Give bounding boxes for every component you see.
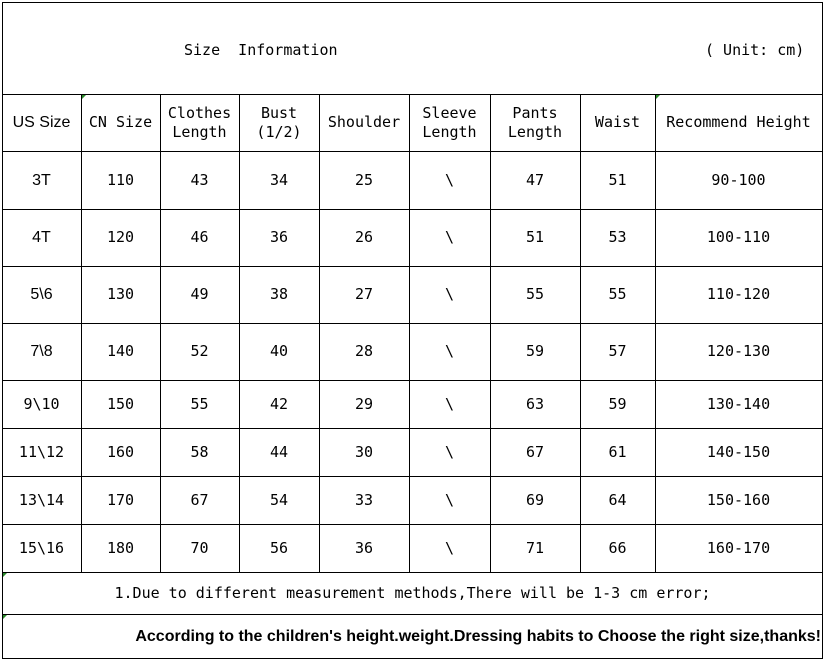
cell-recommend-height: 150-160 (706, 490, 771, 509)
cell-clothes-length: 52 (190, 342, 209, 360)
cell-clothes-length: 49 (190, 285, 209, 303)
cell-bust: 34 (269, 170, 289, 189)
header-cn-size: CN Size (88, 113, 153, 131)
cell-clothes-length: 55 (190, 394, 209, 413)
cell-cn-size: 120 (106, 228, 135, 246)
cell-waist: 55 (608, 285, 627, 303)
cell-clothes-length: 70 (190, 538, 209, 557)
corner-tick-mark (656, 95, 660, 99)
cell-bust: 40 (269, 342, 289, 360)
cell-recommend-height: 120-130 (706, 342, 771, 360)
size-information-title: Size Information (184, 41, 338, 59)
header-bust: Bust (1/2) (256, 103, 302, 141)
measurement-error-note: 1.Due to different measurement methods,There will be 1-3 cm error; (114, 584, 711, 602)
cell-cn-size: 140 (106, 342, 135, 360)
cell-clothes-length: 67 (190, 490, 209, 509)
cell-shoulder: 27 (354, 285, 374, 303)
cell-shoulder: 26 (354, 228, 374, 246)
cell-bust: 38 (269, 285, 289, 303)
cell-shoulder: 36 (354, 538, 374, 557)
cell-cn-size: 130 (106, 285, 135, 303)
cell-recommend-height: 130-140 (706, 394, 771, 413)
cell-sleeve-length: \ (444, 342, 455, 360)
table-column-divider (822, 94, 823, 572)
cell-shoulder: 29 (354, 394, 374, 413)
header-sleeve-length: Sleeve Length (422, 103, 477, 141)
cell-waist: 66 (608, 538, 627, 557)
cell-shoulder: 33 (354, 490, 374, 509)
cell-waist: 53 (608, 228, 627, 246)
cell-waist: 51 (608, 170, 627, 189)
header-recommend-height: Recommend Height (666, 113, 811, 131)
cell-us-size: 7\8 (30, 343, 53, 360)
cell-clothes-length: 46 (190, 228, 209, 246)
cell-us-size: 9\10 (23, 394, 60, 413)
cell-bust: 44 (269, 442, 289, 461)
cell-us-size: 3T (32, 171, 51, 189)
unit-label: ( Unit: cm) (705, 41, 805, 59)
cell-bust: 42 (269, 394, 289, 413)
header-clothes-length: Clothes Length (167, 103, 232, 141)
cell-cn-size: 110 (106, 170, 135, 189)
cell-sleeve-length: \ (444, 285, 455, 303)
frame-top-border (2, 2, 823, 3)
header-shoulder: Shoulder (327, 113, 401, 131)
cell-clothes-length: 43 (190, 170, 209, 189)
cell-recommend-height: 110-120 (706, 285, 771, 303)
cell-us-size: 11\12 (18, 442, 65, 461)
header-us-size: US Size (12, 114, 71, 131)
cell-waist: 64 (608, 490, 627, 509)
header-waist: Waist (594, 113, 641, 131)
cell-cn-size: 160 (106, 442, 135, 461)
cell-sleeve-length: \ (444, 228, 455, 246)
cell-waist: 61 (608, 442, 627, 461)
cell-pants-length: 63 (525, 394, 545, 413)
cell-pants-length: 59 (525, 342, 545, 360)
cell-waist: 57 (608, 342, 627, 360)
cell-sleeve-length: \ (444, 538, 455, 557)
cell-pants-length: 47 (525, 170, 545, 189)
size-advice-note: According to the children's height.weight.Dressing habits to Choose the right size,thanks! (135, 628, 821, 645)
cell-sleeve-length: \ (444, 490, 455, 509)
cell-cn-size: 170 (106, 490, 135, 509)
cell-recommend-height: 100-110 (706, 228, 771, 246)
cell-us-size: 13\14 (18, 490, 65, 509)
cell-shoulder: 28 (354, 342, 374, 360)
cell-pants-length: 71 (525, 538, 545, 557)
cell-sleeve-length: \ (444, 170, 455, 189)
cell-pants-length: 51 (525, 228, 545, 246)
cell-shoulder: 30 (354, 442, 374, 461)
cell-bust: 56 (269, 538, 289, 557)
cell-recommend-height: 140-150 (706, 442, 771, 461)
cell-pants-length: 55 (525, 285, 545, 303)
cell-shoulder: 25 (354, 170, 374, 189)
cell-clothes-length: 58 (190, 442, 209, 461)
cell-waist: 59 (608, 394, 627, 413)
cell-sleeve-length: \ (444, 394, 455, 413)
corner-tick-mark (82, 95, 86, 99)
cell-pants-length: 69 (525, 490, 545, 509)
cell-bust: 54 (269, 490, 289, 509)
cell-us-size: 15\16 (18, 538, 65, 557)
cell-cn-size: 180 (106, 538, 135, 557)
cell-pants-length: 67 (525, 442, 545, 461)
cell-recommend-height: 90-100 (711, 170, 766, 189)
cell-us-size: 4T (32, 229, 51, 246)
cell-cn-size: 150 (106, 394, 135, 413)
cell-us-size: 5\6 (30, 286, 53, 303)
cell-bust: 36 (269, 228, 289, 246)
header-pants-length: Pants Length (507, 103, 563, 141)
cell-recommend-height: 160-170 (706, 538, 771, 557)
cell-sleeve-length: \ (444, 442, 455, 461)
